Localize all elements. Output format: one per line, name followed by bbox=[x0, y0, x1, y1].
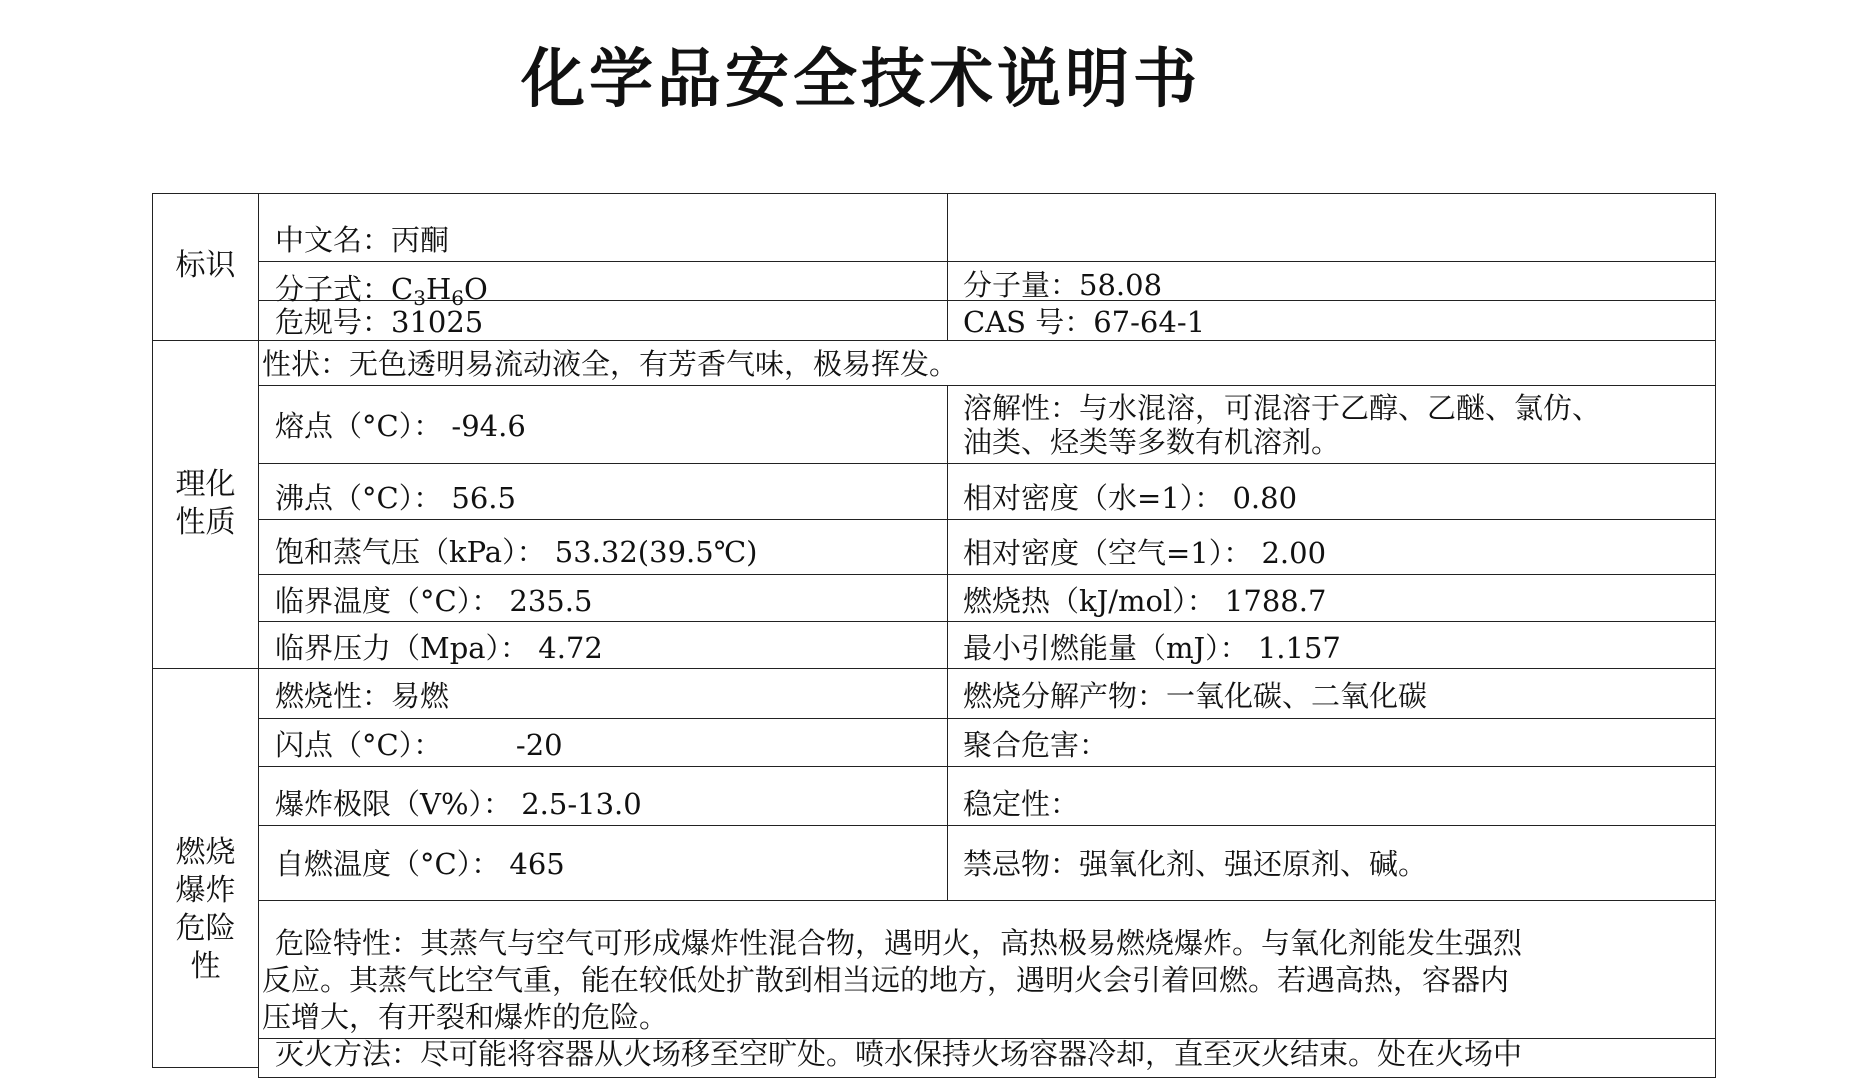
stability: 稳定性： bbox=[963, 787, 1080, 821]
extinguishing-method: 灭火方法：尽可能将容器从火场移至空旷处。喷水保持火场容器冷却，直至灭火结束。处在火场中 bbox=[275, 1037, 1523, 1071]
decomposition-products: 燃烧分解产物：一氧化碳、二氧化碳 bbox=[963, 679, 1428, 713]
row-chinese-name-right bbox=[947, 193, 1716, 262]
hazard-properties-line-3: 压增大，有开裂和爆炸的危险。 bbox=[262, 1000, 669, 1034]
hazard-number: 危规号：31025 bbox=[275, 305, 484, 339]
melting-point: 熔点（°C）： -94.6 bbox=[275, 409, 526, 443]
appearance: 性状：无色透明易流动液全，有芳香气味，极易挥发。 bbox=[262, 347, 959, 381]
vapor-pressure: 饱和蒸气压（kPa）： 53.32(39.5℃) bbox=[275, 535, 758, 569]
relative-density-water: 相对密度（水=1）： 0.80 bbox=[963, 481, 1298, 515]
critical-pressure: 临界压力（Mpa）： 4.72 bbox=[275, 631, 603, 665]
molecular-formula: 分子式：$C_3H_6O$ bbox=[275, 272, 488, 310]
hazard-properties-line-2: 反应。其蒸气比空气重，能在较低处扩散到相当远的地方，遇明火会引着回燃。若遇高热，容器内 bbox=[262, 963, 1510, 997]
polymerization-hazard: 聚合危害： bbox=[963, 728, 1109, 762]
flammability: 燃烧性：易燃 bbox=[275, 679, 450, 713]
category-fire-3: 危险 bbox=[175, 911, 236, 946]
category-fire-1: 燃烧 bbox=[175, 835, 236, 870]
category-identification: 标识 bbox=[175, 248, 236, 283]
solubility-line-1: 溶解性：与水混溶，可混溶于乙醇、乙醚、氯仿、 bbox=[963, 391, 1602, 425]
heat-of-combustion: 燃烧热（kJ/mol）： 1788.7 bbox=[963, 584, 1327, 618]
relative-density-air: 相对密度（空气=1）： 2.00 bbox=[963, 536, 1327, 570]
boiling-point: 沸点（°C）： 56.5 bbox=[275, 481, 516, 515]
critical-temperature: 临界温度（°C）： 235.5 bbox=[275, 584, 593, 618]
incompatible-materials: 禁忌物：强氧化剂、强还原剂、碱。 bbox=[963, 847, 1428, 881]
hazard-properties-line-1: 危险特性：其蒸气与空气可形成爆炸性混合物，遇明火，高热极易燃烧爆炸。与氧化剂能发生强烈 bbox=[275, 926, 1523, 960]
solubility-line-2: 油类、烃类等多数有机溶剂。 bbox=[963, 425, 1341, 459]
autoignition-temperature: 自燃温度（°C）： 465 bbox=[275, 847, 565, 881]
category-fire-2: 爆炸 bbox=[175, 873, 236, 908]
explosion-limits: 爆炸极限（V%）： 2.5-13.0 bbox=[275, 787, 642, 821]
cas-number: CAS 号：67-64-1 bbox=[963, 305, 1206, 339]
min-ignition-energy: 最小引燃能量（mJ）： 1.157 bbox=[963, 631, 1341, 665]
document-title: 化学品安全技术说明书 bbox=[521, 43, 1201, 117]
category-physchem-2: 性质 bbox=[175, 505, 236, 540]
flash-point: 闪点（°C）： -20 bbox=[275, 728, 563, 762]
category-physchem-1: 理化 bbox=[175, 467, 236, 502]
category-fire-4: 性 bbox=[190, 949, 221, 984]
molecular-weight: 分子量：58.08 bbox=[963, 268, 1163, 302]
chinese-name: 中文名：丙酮 bbox=[275, 223, 450, 257]
